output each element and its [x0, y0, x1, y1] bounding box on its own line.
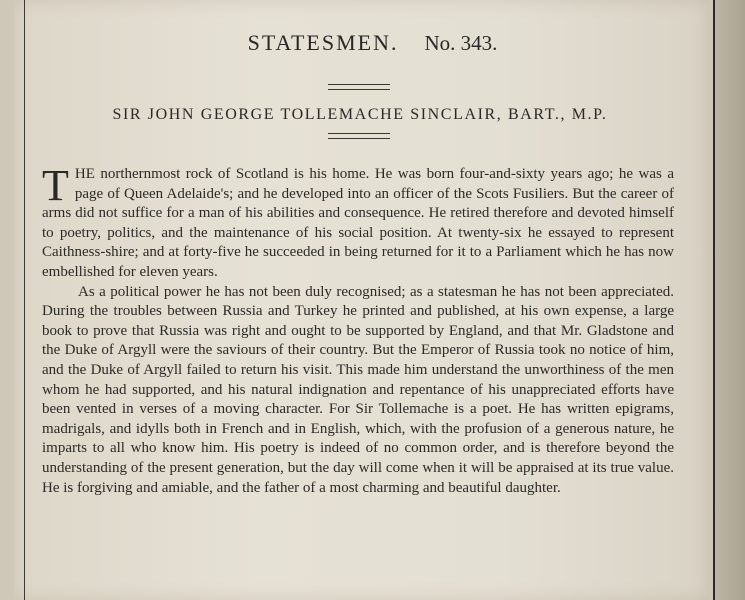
paragraph-2: As a political power he has not been duly recognised; as a statesman he has not been appreciated. During the troubles between Russia and Turkey he printed and published, at his own expense, a large book to prove that Russia was right and ought to be supported by England, and that Mr. Gladstone and the Duke of Argyll were the saviours of their country. But the Emperor of Russia took no notice of him, and the Duke of Argyll failed to return his visit. This made him understand the unworthiness of the men whom he had supported, and his natural indignation and repentance of his unappreciated efforts have been vented in verses of a moving character. For Sir Tollemache is a poet. He has written epigrams, madrigals, and idylls both in French and in English, which, with the profusion of a generous nature, he imparts to all who know him. His poetry is indeed of no common order, and is therefore beyond the understanding of the present generation, but the day will come when it will be appraised at its true value. He is forgiving and amiable, and the father of a most charming and beautiful daughter. — [42, 283, 674, 496]
paragraph-1 — [42, 161, 674, 283]
article-body — [42, 161, 674, 498]
drop-cap: T — [42, 161, 69, 210]
left-border-line — [24, 0, 25, 600]
page-edge — [715, 0, 745, 600]
section-title: STATESMEN. — [247, 30, 399, 55]
article-subtitle: SIR JOHN GEORGE TOLLEMACHE SINCLAIR, BART., M.P. — [112, 106, 608, 123]
paragraph-1-text: HE northernmost rock of Scotland is his home. He was born four-and-sixty years ago; he was a page of Queen Adelaide's; and he developed into an officer of the Scots Fusiliers. But the career of arms did not suffice for a man of his abilities and consequence. He retired therefore and devoted himself to poetry, politics, and the maintenance of his social position. At twenty-six he essayed to represent Caithness-shire; and at forty-five he succeeded in being returned for it to a Parliament which he has now embellished for eleven years. — [42, 166, 674, 280]
issue-number: No. 343. — [424, 31, 498, 55]
page-header — [0, 30, 745, 56]
divider-bottom — [328, 133, 390, 139]
divider-top — [328, 84, 390, 90]
